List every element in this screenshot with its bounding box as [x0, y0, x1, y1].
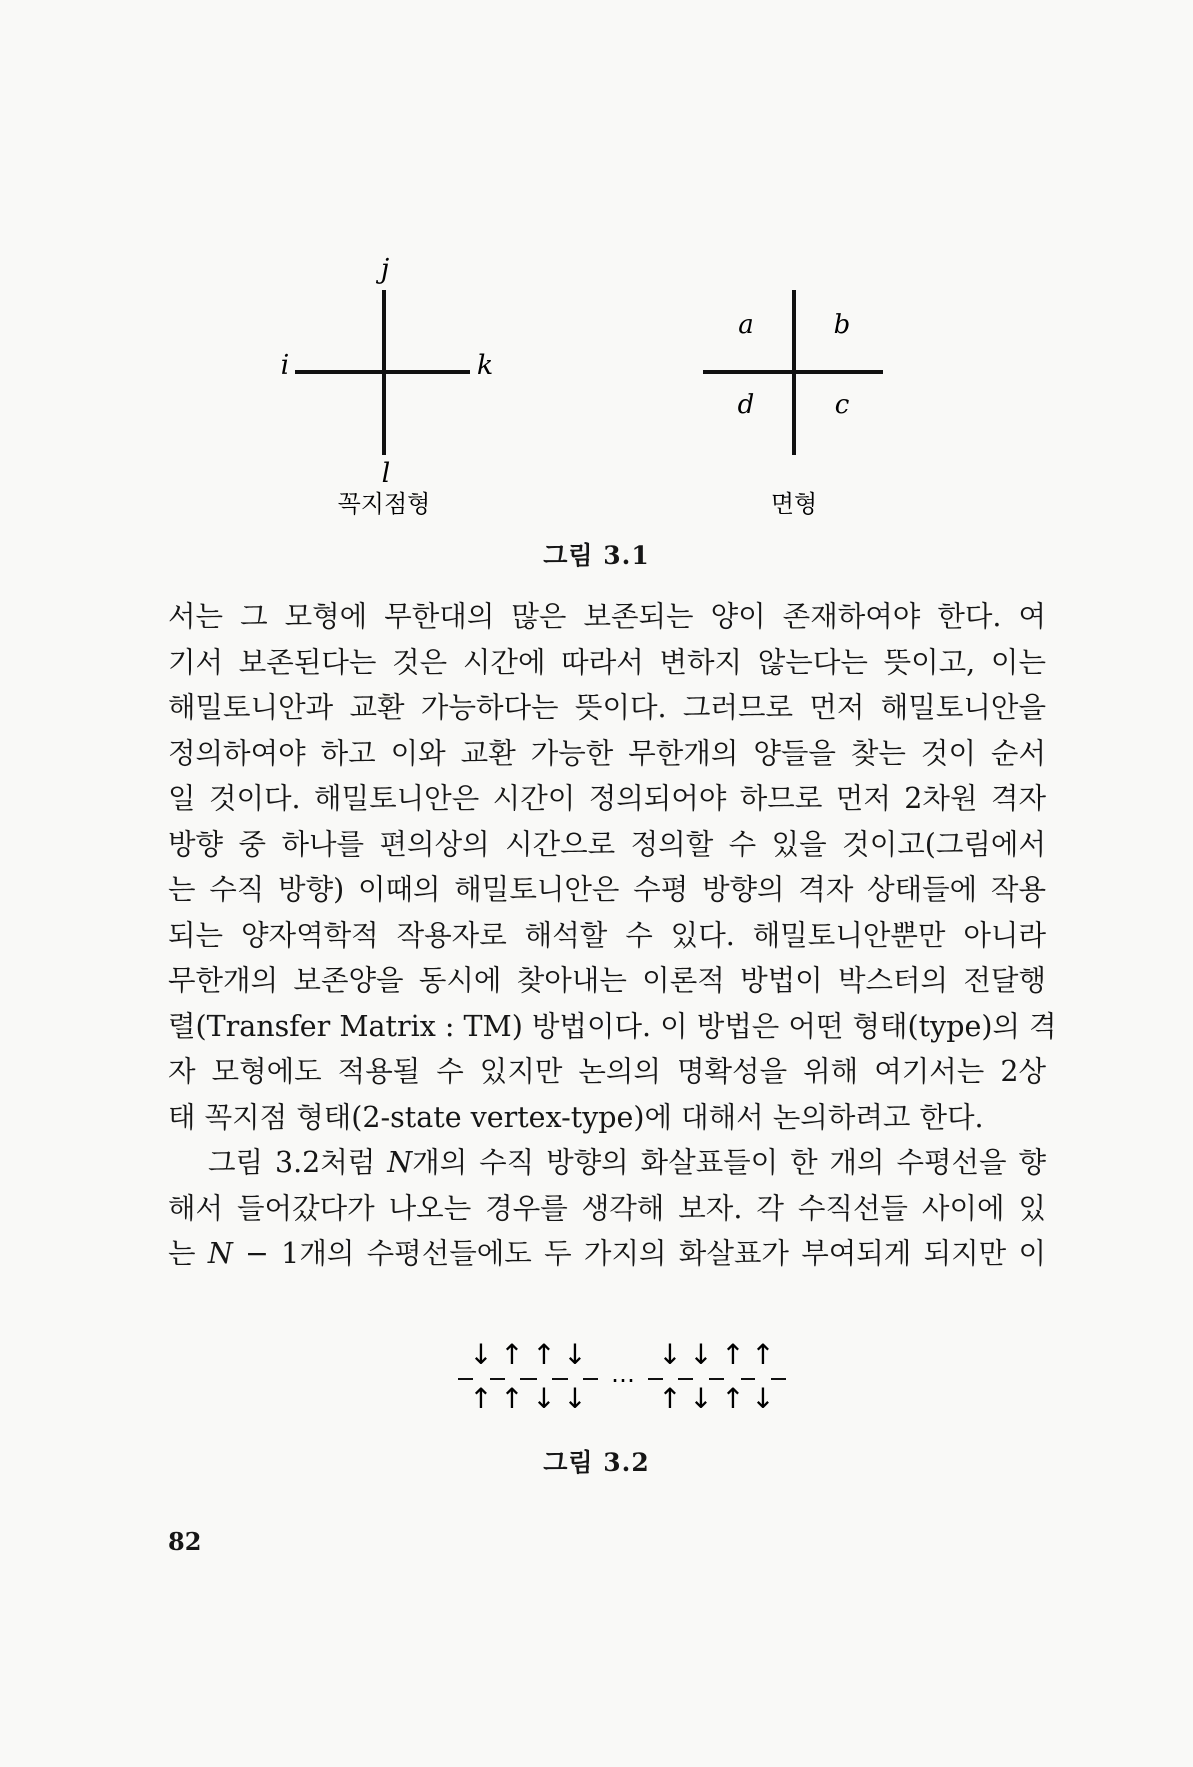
arrow-bottom-3: ↓ [532, 1382, 556, 1415]
figure-3-2-caption: 그림 3.2 [543, 1448, 650, 1477]
paragraph-2-line-3 [168, 1231, 1046, 1277]
paragraph-1-line-7: 는 수직 방향) 이때의 해밀토니안은 수평 방향의 격자 상태들에 작용 [168, 873, 1046, 906]
body-text [168, 594, 1057, 1277]
arrow-top-1: ↓ [469, 1338, 493, 1371]
arrow-bottom-1: ↑ [469, 1382, 493, 1415]
paragraph-1-line-5: 일 것이다. 해밀토니안은 시간이 정의되어야 하므로 먼저 2차원 격자 [168, 782, 1046, 815]
label-d: d [737, 390, 755, 420]
arrow-top-8: ↑ [751, 1338, 775, 1371]
label-a: a [738, 310, 754, 340]
arrow-top-4: ↓ [563, 1338, 587, 1371]
arrow-bottom-7: ↑ [721, 1382, 745, 1415]
paragraph-2-line-1 [168, 1140, 1046, 1186]
paragraph-1-line-9: 무한개의 보존양을 동시에 찾아내는 이론적 방법이 박스터의 전달행 [168, 964, 1046, 997]
paragraph-1-line-8: 되는 양자역학적 작용자로 해석할 수 있다. 해밀토니안뿐만 아니라 [168, 918, 1046, 952]
page-number: 82 [168, 1527, 202, 1556]
ellipsis: … [611, 1360, 635, 1388]
paragraph-1-line-6: 방향 중 하나를 편의상의 시간으로 정의할 수 있을 것이고(그림에서 [168, 827, 1046, 861]
label-l: l [381, 458, 391, 489]
variable-n: N [207, 1237, 233, 1270]
paragraph-2-line-3-a: 는 [168, 1237, 208, 1270]
paragraph-2-line-1-a: 그림 3.2처럼 [208, 1146, 388, 1179]
arrow-bottom-8: ↓ [751, 1382, 775, 1415]
paragraph-1-line-12: 태 꼭지점 형태(2-state vertex-type)에 대해서 논의하려고 한다. [168, 1100, 984, 1134]
label-k: k [476, 350, 494, 381]
face-caption: 면형 [770, 490, 818, 518]
arrow-bottom-5: ↑ [658, 1382, 682, 1415]
arrow-top-2: ↑ [500, 1338, 524, 1371]
paragraph-1-line-4: 정의하여야 하고 이와 교환 가능한 무한개의 양들을 찾는 것이 순서 [168, 736, 1046, 770]
label-i: i [280, 350, 290, 381]
paragraph-2-line-2: 해서 들어갔다가 나오는 경우를 생각해 보자. 각 수직선들 사이에 있 [168, 1191, 1046, 1225]
arrow-bottom-6: ↓ [689, 1382, 713, 1415]
paragraph-1-line-10: 렬(Transfer Matrix : TM) 방법이다. 이 방법은 어떤 형태(type)의 격 [168, 1009, 1057, 1043]
arrow-top-6: ↓ [689, 1338, 713, 1371]
arrow-bottom-2: ↑ [500, 1382, 524, 1415]
arrow-top-7: ↑ [721, 1338, 745, 1371]
arrow-top-3: ↑ [532, 1338, 556, 1371]
paragraph-2-line-1-b: 개의 수직 방향의 화살표들이 한 개의 수평선을 향 [412, 1146, 1046, 1179]
variable-n: N [387, 1146, 413, 1179]
label-j: j [380, 254, 390, 285]
arrow-bottom-4: ↓ [563, 1382, 587, 1415]
vertex-type-diagram [281, 254, 494, 518]
arrow-row-diagram [458, 1338, 786, 1415]
figure-3-1-caption: 그림 3.1 [543, 541, 650, 570]
paragraph-1-line-2: 기서 보존된다는 것은 시간에 따라서 변하지 않는다는 뜻이고, 이는 [168, 645, 1046, 679]
vertex-caption: 꼭지점형 [337, 490, 431, 518]
face-type-diagram [703, 290, 883, 518]
paragraph-2-line-3-b: − 1개의 수평선들에도 두 가지의 화살표가 부여되게 되지만 이 [232, 1237, 1046, 1270]
label-c: c [834, 390, 850, 420]
paragraph-1-line-11: 자 모형에도 적용될 수 있지만 논의의 명확성을 위해 여기서는 2상 [168, 1055, 1046, 1088]
paragraph-1-line-1: 서는 그 모형에 무한대의 많은 보존되는 양이 존재하여야 한다. 여 [168, 600, 1046, 633]
label-b: b [833, 310, 851, 340]
arrow-top-5: ↓ [658, 1338, 682, 1371]
paragraph-1-line-3: 해밀토니안과 교환 가능하다는 뜻이다. 그러므로 먼저 해밀토니안을 [168, 691, 1046, 724]
